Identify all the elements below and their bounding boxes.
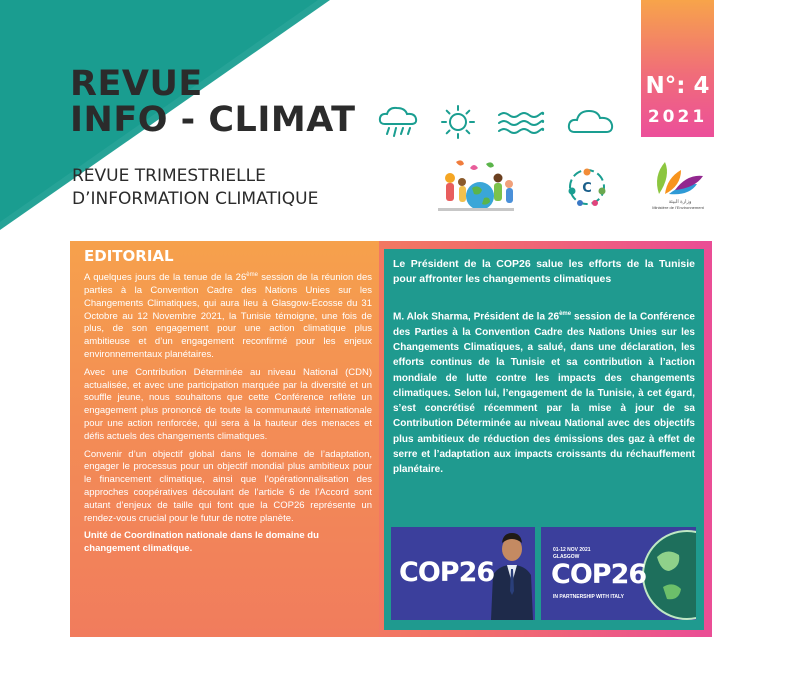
issue-year: 2021 [647, 107, 708, 127]
editorial-p1-end: session de la réunion des parties à la Convention Cadre des Nations Unies sur les Changements Climatiques, qui aura lieu à Glasgow-Ecosse du 31 Octobre au 12 Novembre 2021, la Tunisie témoigne, une fois de plus, de son engagement pour une action climatique plus ambitieuse et d’un engagement reconfirmé pour les enjeux environnementaux planétaires. [84, 272, 372, 360]
issue-number: N°: 4 [645, 73, 710, 99]
article-body-end: session de la Conférence des Parties à la Convention Cadre des Nations Unies sur les Changements Climatiques, a salué, dans une déclaration, les efforts continus de la Tunisie et sa contribution à l’action mondiale de lutte contre les impacts des changements climatiques. Selon lui, l’engagement de la Tunisie, à cet égard, s’est concrétisé récemment par la mise à jour de sa Contribution Déterminée au niveau National avec des objectifs plus ambitieux de réduction des émissions des gaz à effet de serre et l’adaptation aux impacts croissants du réchauffement planétaire. [393, 311, 695, 476]
editorial-section [70, 241, 379, 637]
article-body-sup: ème [559, 311, 572, 317]
editorial-signature: Unité de Coordination nationale dans le domaine du changement climatique. [84, 530, 319, 555]
article-body [393, 307, 695, 478]
issue-badge [641, 0, 714, 137]
svg-text:C: C [582, 181, 592, 196]
speaker-figure [489, 527, 535, 620]
cop26-logo-right [551, 559, 646, 590]
article-section [384, 249, 704, 630]
cop-dates: 01-12 NOV 2021 [553, 547, 591, 553]
cloud-icon [566, 104, 616, 140]
editorial-paragraph-3: Convenir d’un objectif global dans le domaine de l’adaptation, engager le processus pour un objectif mondial plus ambitieux pour le financement climatique, ainsi que l’opérationnalisation des approches coopératives découlant de l’article 6 de l’Accord sont autant d’enjeux de taille qui font que la COP26 représente un rendez-vous crucial pour le futur de notre planète. [84, 448, 372, 524]
rain-cloud-icon [377, 104, 421, 140]
article-title: Le Président de la COP26 salue les efforts de la Tunisie pour affronter les changements climatiques [393, 258, 695, 285]
climate-unit-logo [566, 166, 608, 208]
ministry-caption-arabic: وزارة البيئة [668, 199, 692, 205]
editorial-body [84, 269, 372, 561]
editorial-paragraph-1 [84, 269, 372, 362]
cop-partner: IN PARTNERSHIP WITH ITALY [553, 594, 624, 600]
cop-right-number: 26 [610, 559, 647, 590]
cop26-photo-left [391, 527, 535, 620]
title-line-2: INFO - CLIMAT [70, 100, 356, 140]
ministry-environment-logo [651, 158, 705, 198]
ministry-caption: Ministère de l’Environnement [652, 205, 704, 210]
waves-icon [497, 104, 545, 140]
subtitle-line-2: D’INFORMATION CLIMATIQUE [72, 189, 319, 209]
children-earth-illustration [436, 158, 516, 214]
subtitle-line-1: REVUE TRIMESTRIELLE [72, 166, 266, 186]
editorial-paragraph-2: Avec une Contribution Déterminée au niveau National (CDN) actualisée, et avec une participation marquée par la diversité et un souffle jeune, nous souhaitons que cette Conférence reflète un engagement plus prononcé de toute la communauté internationale pour une action renforcée, qui sera à la hauteur des menaces et défis actuels des changements climatiques. [84, 366, 372, 442]
cop-left-word: COP [399, 557, 459, 588]
editorial-p1-sup: ème [246, 272, 258, 278]
article-body-start: M. Alok Sharma, Président de la 26 [393, 311, 560, 323]
cop26-photo-right [541, 527, 696, 620]
cop-left-number: 26 [458, 557, 495, 588]
page-subtitle [72, 165, 318, 211]
cop26-logo-left [399, 557, 494, 588]
title-line-1: REVUE [70, 64, 203, 104]
page-title [70, 66, 355, 138]
sun-icon [440, 104, 476, 140]
editorial-p1-start: A quelques jours de la tenue de la 26 [84, 272, 247, 284]
cop-right-word: COP [551, 559, 611, 590]
cop-city: GLASGOW [553, 554, 580, 560]
editorial-title: EDITORIAL [84, 247, 174, 265]
